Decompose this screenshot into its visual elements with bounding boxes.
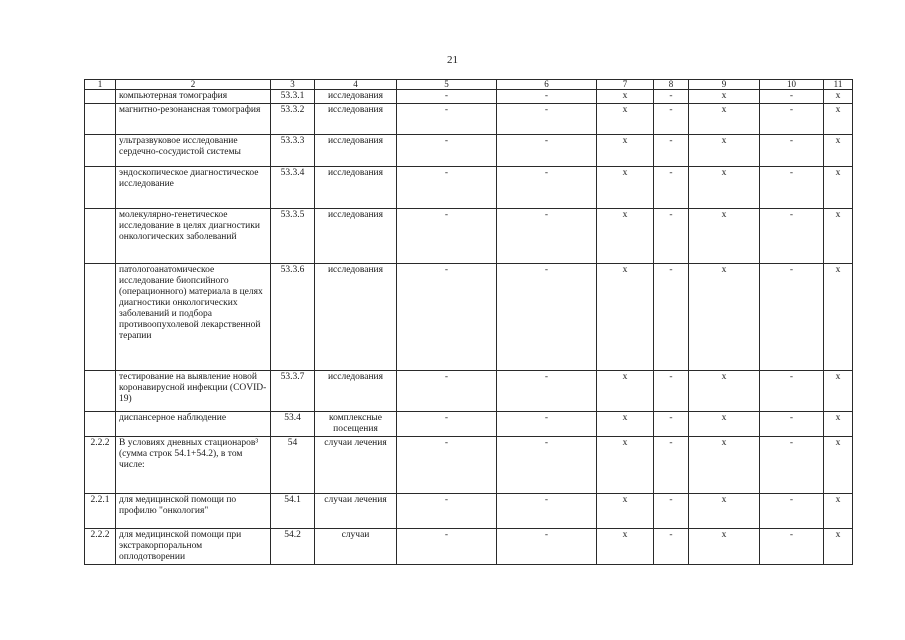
row-number: 2.2.1 bbox=[85, 494, 116, 529]
column-number: 10 bbox=[760, 80, 824, 90]
table-row bbox=[85, 437, 853, 494]
cell-col5: - bbox=[397, 264, 497, 371]
row-code: 54.2 bbox=[271, 529, 315, 565]
row-code: 53.3.5 bbox=[271, 209, 315, 264]
cell-col5: - bbox=[397, 412, 497, 437]
cell-col9: х bbox=[689, 90, 760, 104]
cell-col7: х bbox=[597, 494, 654, 529]
row-number bbox=[85, 412, 116, 437]
row-code: 53.3.3 bbox=[271, 135, 315, 167]
row-number bbox=[85, 104, 116, 135]
row-number: 2.2.2 bbox=[85, 529, 116, 565]
cell-col9: х bbox=[689, 104, 760, 135]
cell-col10: - bbox=[760, 412, 824, 437]
column-number: 5 bbox=[397, 80, 497, 90]
cell-col6: - bbox=[497, 437, 597, 494]
row-number bbox=[85, 371, 116, 412]
row-unit: исследования bbox=[315, 264, 397, 371]
row-code: 53.3.6 bbox=[271, 264, 315, 371]
cell-col8: - bbox=[654, 264, 689, 371]
cell-col10: - bbox=[760, 437, 824, 494]
cell-col9: х bbox=[689, 264, 760, 371]
cell-col9: х bbox=[689, 371, 760, 412]
row-unit: исследования bbox=[315, 90, 397, 104]
cell-col8: - bbox=[654, 167, 689, 209]
cell-col6: - bbox=[497, 104, 597, 135]
row-code: 53.3.2 bbox=[271, 104, 315, 135]
cell-col5: - bbox=[397, 529, 497, 565]
cell-col6: - bbox=[497, 264, 597, 371]
table-row bbox=[85, 104, 853, 135]
column-number: 9 bbox=[689, 80, 760, 90]
column-number: 11 bbox=[824, 80, 853, 90]
row-name: компьютерная томография bbox=[116, 90, 271, 104]
cell-col8: - bbox=[654, 494, 689, 529]
table-row bbox=[85, 264, 853, 371]
cell-col7: х bbox=[597, 135, 654, 167]
cell-col9: х bbox=[689, 209, 760, 264]
row-code: 53.3.7 bbox=[271, 371, 315, 412]
table-row bbox=[85, 167, 853, 209]
cell-col9: х bbox=[689, 494, 760, 529]
cell-col8: - bbox=[654, 135, 689, 167]
row-name: В условиях дневных стационаров³ (сумма строк 54.1+54.2), в том числе: bbox=[116, 437, 271, 494]
column-number: 1 bbox=[85, 80, 116, 90]
column-number: 3 bbox=[271, 80, 315, 90]
cell-col11: х bbox=[824, 437, 853, 494]
cell-col8: - bbox=[654, 437, 689, 494]
cell-col10: - bbox=[760, 371, 824, 412]
cell-col10: - bbox=[760, 494, 824, 529]
row-name: патологоанатомическое исследование биопсийного (операционного) материала в целях диагностики онкологических заболеваний и подбора противоопухолевой лекарственной терапии bbox=[116, 264, 271, 371]
cell-col11: х bbox=[824, 167, 853, 209]
row-unit: случаи bbox=[315, 529, 397, 565]
row-number bbox=[85, 167, 116, 209]
cell-col11: х bbox=[824, 135, 853, 167]
cell-col10: - bbox=[760, 90, 824, 104]
table-row bbox=[85, 494, 853, 529]
row-unit: исследования bbox=[315, 104, 397, 135]
row-unit: исследования bbox=[315, 209, 397, 264]
cell-col8: - bbox=[654, 104, 689, 135]
cell-col8: - bbox=[654, 529, 689, 565]
column-number: 2 bbox=[116, 80, 271, 90]
cell-col11: х bbox=[824, 412, 853, 437]
table-row bbox=[85, 371, 853, 412]
row-name: магнитно-резонансная томография bbox=[116, 104, 271, 135]
cell-col9: х bbox=[689, 437, 760, 494]
data-table bbox=[84, 79, 853, 565]
table-row bbox=[85, 135, 853, 167]
row-unit: случаи лечения bbox=[315, 494, 397, 529]
cell-col7: х bbox=[597, 529, 654, 565]
cell-col5: - bbox=[397, 167, 497, 209]
cell-col10: - bbox=[760, 529, 824, 565]
row-name: эндоскопическое диагностическое исследование bbox=[116, 167, 271, 209]
row-number bbox=[85, 264, 116, 371]
row-number: 2.2.2 bbox=[85, 437, 116, 494]
cell-col6: - bbox=[497, 90, 597, 104]
cell-col7: х bbox=[597, 264, 654, 371]
cell-col7: х bbox=[597, 209, 654, 264]
column-number: 4 bbox=[315, 80, 397, 90]
cell-col6: - bbox=[497, 529, 597, 565]
cell-col6: - bbox=[497, 494, 597, 529]
cell-col8: - bbox=[654, 371, 689, 412]
row-unit: комплексные посещения bbox=[315, 412, 397, 437]
cell-col5: - bbox=[397, 209, 497, 264]
cell-col7: х bbox=[597, 412, 654, 437]
row-unit: исследования bbox=[315, 167, 397, 209]
cell-col7: х bbox=[597, 167, 654, 209]
table-row bbox=[85, 529, 853, 565]
table-row bbox=[85, 209, 853, 264]
cell-col11: х bbox=[824, 529, 853, 565]
column-number: 7 bbox=[597, 80, 654, 90]
cell-col11: х bbox=[824, 264, 853, 371]
cell-col10: - bbox=[760, 135, 824, 167]
row-code: 53.3.4 bbox=[271, 167, 315, 209]
cell-col6: - bbox=[497, 135, 597, 167]
cell-col5: - bbox=[397, 90, 497, 104]
cell-col9: х bbox=[689, 135, 760, 167]
row-number bbox=[85, 90, 116, 104]
row-unit: случаи лечения bbox=[315, 437, 397, 494]
cell-col5: - bbox=[397, 494, 497, 529]
row-name: ультразвуковое исследование сердечно-сосудистой системы bbox=[116, 135, 271, 167]
row-unit: исследования bbox=[315, 135, 397, 167]
row-code: 53.3.1 bbox=[271, 90, 315, 104]
row-number bbox=[85, 209, 116, 264]
row-number bbox=[85, 135, 116, 167]
cell-col10: - bbox=[760, 209, 824, 264]
row-name: диспансерное наблюдение bbox=[116, 412, 271, 437]
row-unit: исследования bbox=[315, 371, 397, 412]
cell-col8: - bbox=[654, 90, 689, 104]
page-number: 21 bbox=[447, 54, 458, 66]
cell-col6: - bbox=[497, 167, 597, 209]
row-code: 54.1 bbox=[271, 494, 315, 529]
row-name: тестирование на выявление новой коронавирусной инфекции (COVID-19) bbox=[116, 371, 271, 412]
cell-col5: - bbox=[397, 371, 497, 412]
cell-col10: - bbox=[760, 104, 824, 135]
row-name: молекулярно-генетическое исследование в целях диагностики онкологических заболеваний bbox=[116, 209, 271, 264]
cell-col9: х bbox=[689, 529, 760, 565]
cell-col11: х bbox=[824, 494, 853, 529]
cell-col9: х bbox=[689, 412, 760, 437]
cell-col10: - bbox=[760, 167, 824, 209]
cell-col7: х bbox=[597, 437, 654, 494]
cell-col11: х bbox=[824, 104, 853, 135]
column-number-row bbox=[85, 80, 853, 90]
cell-col11: х bbox=[824, 371, 853, 412]
table-row bbox=[85, 412, 853, 437]
cell-col8: - bbox=[654, 412, 689, 437]
cell-col7: х bbox=[597, 90, 654, 104]
cell-col11: х bbox=[824, 90, 853, 104]
row-code: 54 bbox=[271, 437, 315, 494]
cell-col7: х bbox=[597, 104, 654, 135]
column-number: 6 bbox=[497, 80, 597, 90]
cell-col11: х bbox=[824, 209, 853, 264]
cell-col10: - bbox=[760, 264, 824, 371]
cell-col6: - bbox=[497, 412, 597, 437]
cell-col5: - bbox=[397, 135, 497, 167]
cell-col5: - bbox=[397, 104, 497, 135]
row-code: 53.4 bbox=[271, 412, 315, 437]
row-name: для медицинской помощи по профилю "онкология" bbox=[116, 494, 271, 529]
cell-col6: - bbox=[497, 209, 597, 264]
cell-col6: - bbox=[497, 371, 597, 412]
cell-col5: - bbox=[397, 437, 497, 494]
cell-col7: х bbox=[597, 371, 654, 412]
column-number: 8 bbox=[654, 80, 689, 90]
cell-col8: - bbox=[654, 209, 689, 264]
row-name: для медицинской помощи при экстракорпоральном оплодотворении bbox=[116, 529, 271, 565]
table-row bbox=[85, 90, 853, 104]
cell-col9: х bbox=[689, 167, 760, 209]
